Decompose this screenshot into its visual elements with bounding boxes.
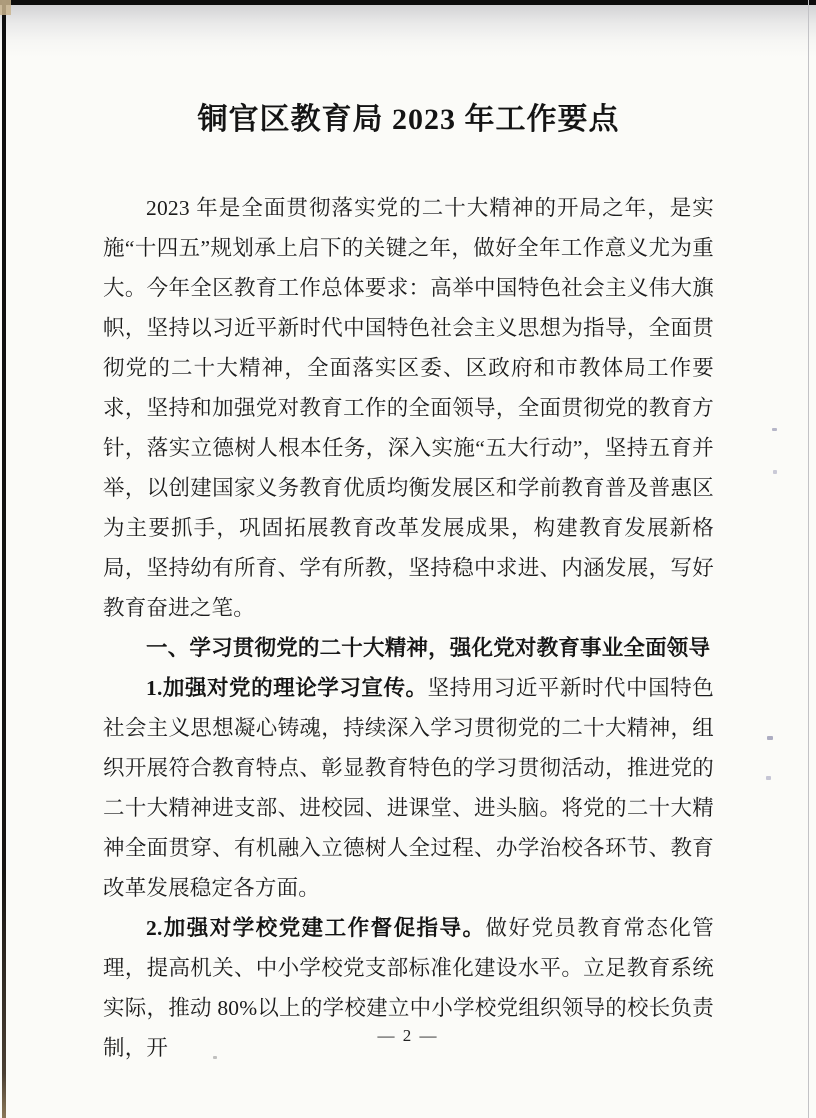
scan-top-shadow-artifact <box>0 5 816 57</box>
scan-corner-spot-artifact <box>0 0 11 15</box>
item-1-body: 坚持用习近平新时代中国特色社会主义思想凝心铸魂，持续深入学习贯彻党的二十大精神，组织开展符合教育特点、彰显教育特色的学习贯彻活动，推进党的二十大精神进支部、进校园、进课堂、进头脑。将党的二十大精神全面贯穿、有机融入立德树人全过程、办学治校各环节、教育改革发展稳定各方面。 <box>103 676 714 900</box>
item-1-lead: 1.加强对党的理论学习宣传。 <box>146 676 428 700</box>
section-1-item-1 <box>103 668 714 908</box>
document-content <box>103 98 714 1068</box>
scan-speck-artifact <box>767 736 773 740</box>
item-2-body: 做好党员教育常态化管理，提高机关、中小学校党支部标准化建设水平。立足教育系统实际，推动 80%以上的学校建立中小学校党组织领导的校长负责制，开 <box>103 916 714 1060</box>
item-2-lead: 2.加强对学校党建工作督促指导。 <box>146 916 486 940</box>
page-number: — 2 — <box>377 1026 439 1045</box>
scan-left-edge-artifact <box>2 0 6 1118</box>
scan-speck-artifact <box>766 776 771 780</box>
scan-speck-artifact <box>772 428 777 431</box>
section-1-heading: 一、学习贯彻党的二十大精神，强化党对教育事业全面领导 <box>146 636 711 660</box>
scan-speck-artifact <box>773 470 777 474</box>
intro-paragraph: 2023 年是全面贯彻落实党的二十大精神的开局之年，是实施“十四五”规划承上启下的关键之年，做好全年工作意义尤为重大。今年全区教育工作总体要求：高举中国特色社会主义伟大旗帜，坚持以习近平新时代中国特色社会主义思想为指导，全面贯彻党的二十大精神，全面落实区委、区政府和市教体局工作要求，坚持和加强党对教育工作的全面领导，全面贯彻党的教育方针，落实立德树人根本任务，深入实施“五大行动”，坚持五育并举，以创建国家义务教育优质均衡发展区和学前教育普及普惠区为主要抓手，巩固拓展教育改革发展成果，构建教育发展新格局，坚持幼有所育、学有所教，坚持稳中求进、内涵发展，写好教育奋进之笔。 <box>103 196 714 620</box>
scan-right-edge-artifact <box>808 0 809 1118</box>
document-title: 铜官区教育局 2023 年工作要点 <box>197 103 620 136</box>
